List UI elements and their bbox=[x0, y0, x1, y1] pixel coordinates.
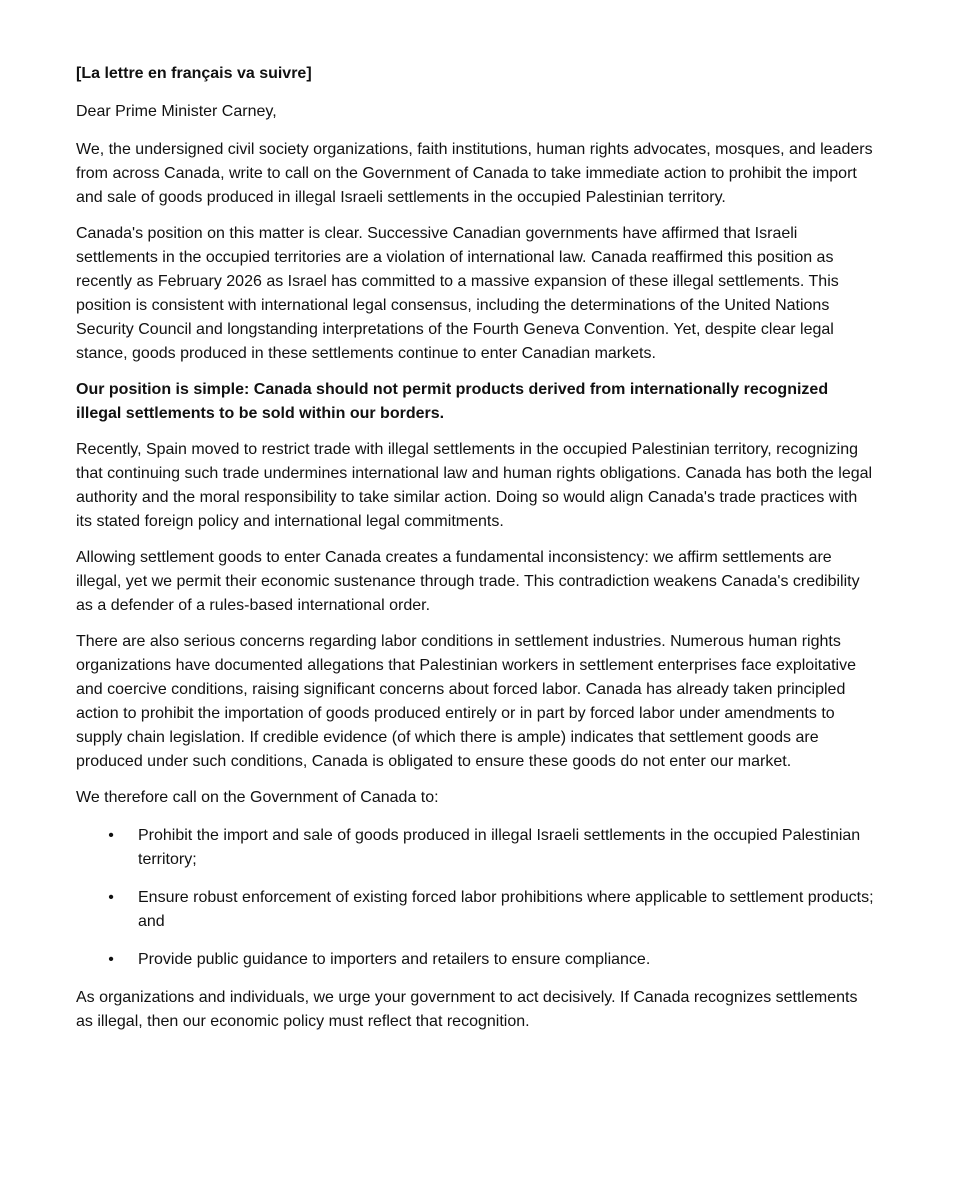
paragraph-inconsistency: Allowing settlement goods to enter Canada creates a fundamental inconsistency: we affirm settlements are illegal, yet we permit their economic sustenance through trade. This contradiction weakens Canada's credibility as a defender of a rules-based international order. bbox=[76, 549, 860, 614]
list-item bbox=[76, 948, 876, 972]
paragraph-position-statement: Our position is simple: Canada should not permit products derived from internationally recognized illegal settlements to be sold within our borders. bbox=[76, 381, 829, 422]
bullet-icon: • bbox=[108, 827, 114, 844]
paragraph-intro: We, the undersigned civil society organizations, faith institutions, human rights advocates, mosques, and leaders from across Canada, write to call on the Government of Canada to take immediate action to prohibit the import and sale of goods produced in illegal Israeli settlements in the occupied Palestinian territory. bbox=[76, 141, 873, 206]
paragraph-call-intro: We therefore call on the Government of Canada to: bbox=[76, 789, 439, 806]
list-item-text: Provide public guidance to importers and retailers to ensure compliance. bbox=[138, 951, 651, 968]
bullet-icon: • bbox=[108, 951, 114, 968]
letter-document bbox=[76, 62, 876, 1046]
paragraph-closing: As organizations and individuals, we urge your government to act decisively. If Canada recognizes settlements as illegal, then our economic policy must reflect that recognition. bbox=[76, 989, 858, 1030]
list-item-text: Prohibit the import and sale of goods produced in illegal Israeli settlements in the occupied Palestinian territory; bbox=[138, 827, 861, 868]
paragraph-labor-concerns: There are also serious concerns regarding labor conditions in settlement industries. Numerous human rights organizations have documented allegations that Palestinian workers in settlement enterprises face exploitative and coercive conditions, raising significant concerns about forced labor. Canada has already taken principled action to prohibit the importation of goods produced entirely or in part by forced labor under amendments to supply chain legislation. If credible evidence (of which there is ample) indicates that settlement goods are produced under such conditions, Canada is obligated to ensure these goods do not enter our market. bbox=[76, 633, 856, 770]
list-item bbox=[76, 824, 876, 872]
demands-list bbox=[76, 824, 876, 972]
french-version-note: [La lettre en français va suivre] bbox=[76, 65, 312, 82]
salutation: Dear Prime Minister Carney, bbox=[76, 103, 277, 120]
paragraph-spain-example: Recently, Spain moved to restrict trade with illegal settlements in the occupied Palestinian territory, recognizing that continuing such trade undermines international law and human rights obligations. Canada has both the legal authority and the moral responsibility to take similar action. Doing so would align Canada's trade practices with its stated foreign policy and international legal commitments. bbox=[76, 441, 873, 530]
paragraph-canada-position: Canada's position on this matter is clear. Successive Canadian governments have affirmed that Israeli settlements in the occupied territories are a violation of international law. Canada reaffirmed this position as recently as February 2026 as Israel has committed to a massive expansion of these illegal settlements. This position is consistent with international legal consensus, including the determinations of the United Nations Security Council and longstanding interpretations of the Fourth Geneva Convention. Yet, despite clear legal stance, goods produced in these settlements continue to enter Canadian markets. bbox=[76, 225, 839, 362]
list-item-text: Ensure robust enforcement of existing forced labor prohibitions where applicable to settlement products; and bbox=[138, 889, 874, 930]
bullet-icon: • bbox=[108, 889, 114, 906]
list-item bbox=[76, 886, 876, 934]
